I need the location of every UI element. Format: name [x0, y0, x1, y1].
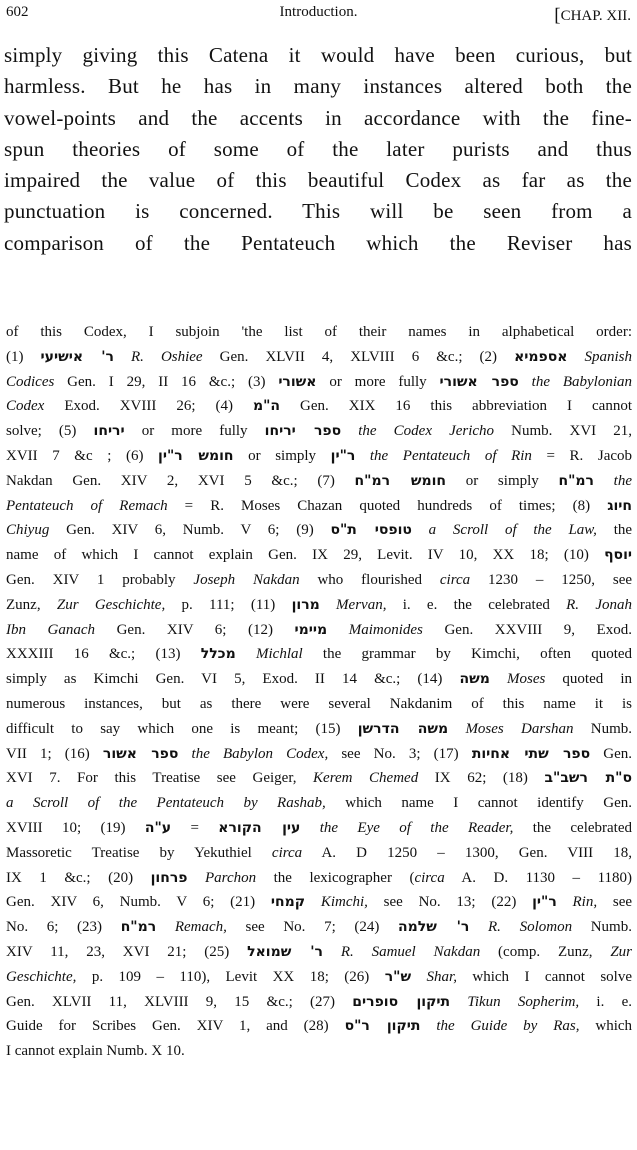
hebrew-term: משה [459, 671, 490, 688]
text-run [448, 721, 465, 737]
text-run: Guide for Scribes Gen. XIV 1, and (28) [6, 1018, 345, 1035]
text-run: Gen. XIV 6; (12) [95, 621, 295, 638]
running-head [6, 2, 631, 24]
italic-text: Ibn Ganach [6, 621, 96, 638]
footnote-line [6, 965, 632, 990]
italic-text: Shar, [426, 968, 457, 985]
italic-text: the Codex Jericho [358, 423, 495, 440]
italic-text: a Scroll of the Pentateuch by Rashab, [6, 795, 326, 812]
chapter-text: CHAP. XII. [560, 8, 631, 24]
italic-text: Codex [6, 398, 45, 415]
paragraph-line: impaired the value of this beautiful Codex as far as the [4, 168, 632, 193]
text-run: Numb. XVI 21, [494, 423, 632, 440]
text-run: = R. Jacob [531, 447, 632, 464]
footnote-line [6, 568, 632, 593]
italic-text: Pentateuch of Remach [6, 497, 168, 514]
text-run: solve; (5) [6, 423, 94, 440]
hebrew-term: מיימי [294, 621, 328, 638]
footnote-line [6, 345, 632, 370]
italic-text: Geschichte, [6, 968, 77, 985]
footnote-line [6, 692, 632, 717]
text-run [355, 448, 370, 464]
text-run: Gen. XLVII 11, XLVIII 9, 15 &c.; (27) [6, 993, 353, 1010]
text-run: I cannot explain Numb. X 10. [6, 1043, 185, 1060]
text-run: of this Codex, I subjoin 'the list of their names in alphabetical order: [6, 324, 632, 340]
text-run: the celebrated [513, 819, 632, 836]
hebrew-term: ס"ת רשב"ב [544, 770, 632, 787]
italic-text: Spanish [584, 348, 632, 365]
footnote-line [6, 320, 632, 345]
footnote-line [6, 990, 632, 1015]
text-run: or simply [446, 472, 559, 489]
italic-text: Maimonides [348, 621, 423, 638]
text-run: XVIII 10; (19) [6, 819, 145, 836]
text-run: XVI 7. For this Treatise see Geiger, [6, 770, 314, 787]
footnote-line [6, 394, 632, 419]
hebrew-term: משה הדרשן [357, 720, 449, 737]
italic-text: R. Solomon [488, 919, 573, 936]
italic-text: a Scroll of the Law, [428, 522, 597, 539]
hebrew-term: ספר אשור [102, 745, 179, 762]
text-run [567, 349, 584, 365]
text-run [300, 820, 319, 836]
footnote-list [6, 320, 632, 1064]
text-run: p. 109 – 110), Levit XX 18; (26) [76, 968, 385, 985]
hebrew-term: ספר יריחו [264, 423, 342, 440]
text-run: simply as Kimchi Gen. VI 5, Exod. II 14 &c.; (14) [6, 671, 460, 688]
text-run: Zunz, [6, 596, 57, 613]
text-run: Nakdan Gen. XIV 2, XVI 5 &c.; (7) [6, 472, 355, 489]
hebrew-term: מכלל [200, 646, 236, 663]
footnote-line [6, 370, 632, 395]
text-run [519, 374, 532, 390]
text-run: No. 6; (23) [6, 919, 121, 936]
footnote-line [6, 1039, 632, 1064]
text-run: (comp. Zunz, [480, 943, 611, 960]
running-title: Introduction. [279, 4, 358, 20]
text-run: see No. 13; (22) [367, 894, 533, 911]
hebrew-term: רמ"ח [558, 472, 594, 489]
hebrew-term: טופסי ת"ס [330, 522, 412, 539]
hebrew-term: ר"ין [330, 447, 356, 464]
text-run [320, 597, 336, 613]
italic-text: R. Oshiee [130, 348, 203, 365]
paragraph-line: simply giving this Catena it would have been curious, but [4, 43, 632, 67]
text-run: see [597, 894, 632, 911]
italic-text: R. Jonah [566, 596, 632, 613]
hebrew-term: ספר אשורי [439, 373, 519, 390]
text-run [341, 423, 358, 439]
text-run [156, 919, 175, 935]
italic-text: circa [271, 844, 303, 861]
italic-text: the Babylonian [531, 373, 632, 390]
text-run [411, 969, 426, 985]
italic-text: Michlal [256, 646, 303, 663]
text-run: numerous instances, but as there were several Nakdanim of this name it is [6, 695, 632, 712]
italic-text: Kimchi, [320, 894, 368, 911]
text-run: the [596, 522, 632, 539]
footnote-line [6, 742, 632, 767]
text-run: Numb. [572, 919, 632, 936]
paragraph-line: punctuation is concerned. This will be seen from a [4, 199, 632, 224]
text-run: the lexicographer ( [256, 869, 415, 886]
footnote-line [6, 469, 632, 494]
text-run: which [579, 1018, 632, 1035]
italic-text: the Pentateuch of Rin [369, 447, 532, 464]
italic-text: Moses Darshan [465, 720, 574, 737]
text-run: IX 1 &c.; (20) [6, 869, 151, 886]
text-run [323, 944, 341, 960]
hebrew-term: יריחו [93, 423, 125, 440]
text-run: = [171, 819, 219, 836]
text-run: XVII 7 &c ; (6) [6, 447, 159, 464]
hebrew-term: מרון [291, 596, 320, 613]
text-run: VII 1; (16) [6, 745, 103, 762]
footnote-line [6, 766, 632, 791]
footnote-line [6, 518, 632, 543]
hebrew-term: יוסף [604, 547, 632, 564]
hebrew-term: ע"ה [144, 819, 172, 836]
text-run: Gen. XIV 6, Numb. V 6; (9) [49, 522, 331, 539]
italic-text: the Eye of the Reader, [319, 819, 514, 836]
text-run: or simply [233, 447, 331, 464]
text-run: or more fully [124, 423, 265, 440]
hebrew-term: אשורי [278, 373, 317, 390]
paragraph-line: harmless. But he has in many instances altered both the [4, 74, 632, 99]
text-run [327, 622, 349, 638]
italic-text: Zur Geschichte, [56, 596, 166, 613]
footnote-line [6, 717, 632, 742]
text-run: XIV 11, 23, XVI 21; (25) [6, 943, 248, 960]
text-run: 1230 – 1250, see [470, 571, 632, 588]
italic-text: Rin, [572, 894, 598, 911]
text-run: difficult to say which one is meant; (15) [6, 720, 358, 737]
italic-text: Moses [507, 671, 546, 688]
italic-text: R. Samuel Nakdan [340, 943, 481, 960]
text-run: which I cannot solve [456, 968, 632, 985]
hebrew-term: ר"ין [532, 894, 557, 911]
italic-text: Kerem Chemed [313, 770, 419, 787]
paragraph-line: spun theories of some of the later purists and thus [4, 136, 632, 161]
chapter-label [554, 4, 631, 26]
footnote-line [6, 1014, 632, 1039]
footnote-line [6, 890, 632, 915]
text-run: who flourished [299, 571, 440, 588]
text-run: Gen. XXVIII 9, Exod. [422, 621, 632, 638]
text-run: see No. 7; (24) [226, 919, 399, 936]
text-run: Gen. XIV 6, Numb. V 6; (21) [6, 894, 271, 911]
footnote-line [6, 940, 632, 965]
text-run [412, 522, 429, 538]
italic-text: Codices [6, 373, 55, 390]
hebrew-term: קמחי [270, 894, 306, 911]
text-run [188, 870, 206, 886]
footnote-line [6, 816, 632, 841]
paragraph-line: vowel-points and the accents in accordance with the fine- [4, 105, 632, 130]
hebrew-term: ש"ר [384, 968, 412, 985]
hebrew-term: עין הקורא [218, 819, 301, 836]
hebrew-term: ספר שתי אחיות [471, 745, 591, 762]
text-run: (1) [6, 348, 41, 365]
page-number: 602 [6, 4, 29, 20]
text-run [469, 919, 488, 935]
italic-text: Mervan, [336, 596, 387, 613]
main-paragraph [4, 40, 632, 259]
footnote-line [6, 791, 632, 816]
text-run: XXXIII 16 &c.; (13) [6, 646, 201, 663]
italic-text: Chiyug [6, 522, 50, 539]
footnote-line [6, 841, 632, 866]
footnote-line [6, 618, 632, 643]
text-run [178, 746, 191, 762]
footnote-line [6, 642, 632, 667]
text-run [114, 349, 131, 365]
italic-text: Joseph Nakdan [193, 571, 300, 588]
footnote-line [6, 543, 632, 568]
italic-text: Zur [610, 943, 632, 960]
footnote-line [6, 866, 632, 891]
text-run: A. D 1250 – 1300, Gen. VIII 18, [302, 844, 632, 861]
text-run: Gen. XIX 16 this abbreviation I cannot [280, 398, 632, 415]
text-run: Gen. XIV 1 probably [6, 571, 194, 588]
text-run [557, 894, 573, 910]
text-run [450, 994, 467, 1010]
text-run: the grammar by Kimchi, often quoted [302, 646, 632, 663]
hebrew-term: ר' שלמה [398, 919, 470, 936]
text-run [420, 1018, 436, 1034]
footnote-line [6, 419, 632, 444]
chapter-bracket: [ [554, 5, 561, 26]
hebrew-term: ה"מ [253, 398, 281, 415]
text-run: Numb. [573, 720, 632, 737]
text-run: Exod. XVIII 26; (4) [44, 398, 253, 415]
hebrew-term: חיוג [607, 497, 632, 514]
italic-text: Parchon [205, 869, 257, 886]
footnote-line [6, 593, 632, 618]
text-run: i. e. [579, 993, 632, 1010]
text-run: Gen. XLVII 4, XLVIII 6 &c.; (2) [202, 348, 515, 365]
text-run: which name I cannot identify Gen. [325, 795, 632, 812]
hebrew-term: פרחון [150, 869, 188, 886]
hebrew-term: חומש ר"ין [158, 447, 234, 464]
footnote-line [6, 494, 632, 519]
italic-text: Tikun Sopherim, [467, 993, 580, 1010]
hebrew-term: תיקון ר"ס [344, 1018, 421, 1035]
text-run: IX 62; (18) [418, 770, 545, 787]
italic-text: the Babylon Codex, [191, 745, 329, 762]
text-run: Gen. I 29, II 16 &c.; (3) [54, 373, 279, 390]
footnote-line [6, 444, 632, 469]
hebrew-term: ר' אישיעי [40, 348, 114, 365]
hebrew-term: חומש רמ"ח [354, 472, 447, 489]
text-run: Gen. [590, 745, 632, 762]
hebrew-term: אספמיא [514, 348, 568, 365]
hebrew-term: רמ"ח [120, 919, 157, 936]
italic-text: the Guide by Ras, [436, 1018, 580, 1035]
hebrew-term: תיקון סופרים [352, 993, 451, 1010]
text-run: quoted in [545, 671, 632, 688]
paragraph-line: comparison of the Pentateuch which the Reviser has [4, 230, 632, 255]
text-run [305, 894, 321, 910]
text-run: or more fully [316, 373, 440, 390]
italic-text: Remach, [174, 919, 227, 936]
text-run [236, 646, 256, 662]
footnote-line [6, 667, 632, 692]
text-run [490, 671, 507, 687]
text-run: name of which I cannot explain Gen. IX 29, Levit. IV 10, XX 18; (10) [6, 547, 605, 564]
footnote-line [6, 915, 632, 940]
italic-text: circa [439, 571, 471, 588]
text-run: Massoretic Treatise by Yekuthiel [6, 844, 272, 861]
text-run: p. 111; (11) [165, 596, 292, 613]
text-run: i. e. the celebrated [386, 596, 567, 613]
text-run [594, 473, 614, 489]
text-run: A. D. 1130 – 1180) [444, 869, 632, 886]
text-run: = R. Moses Chazan quoted hundreds of times; (8) [167, 497, 608, 514]
italic-text: circa [414, 869, 445, 886]
hebrew-term: ר' שמואל [247, 943, 323, 960]
text-run: see No. 3; (17) [328, 745, 472, 762]
italic-text: the [613, 472, 632, 489]
